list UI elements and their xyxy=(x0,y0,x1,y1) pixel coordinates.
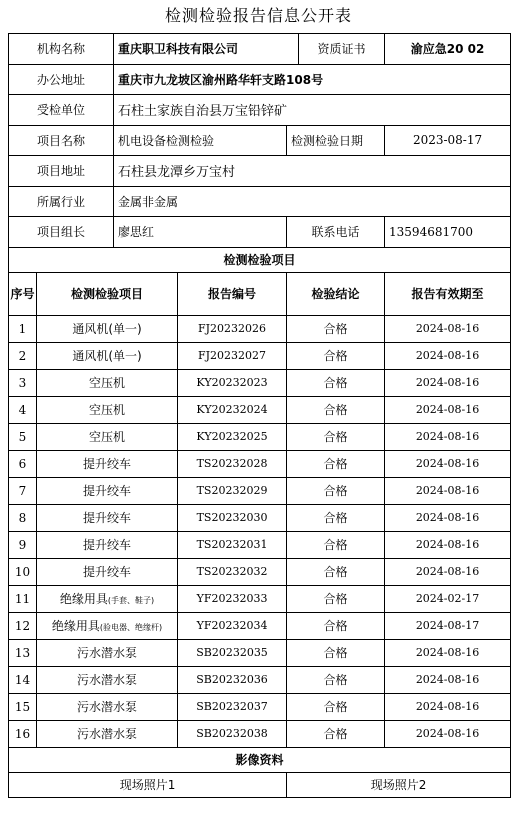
row-report-no: YF20232033 xyxy=(178,585,287,612)
row-item-name: 绝缘用具 xyxy=(51,619,100,633)
row-item-name: 提升绞车 xyxy=(83,457,132,471)
site-label: 项目地址 xyxy=(9,156,114,187)
row-item-name: 空压机 xyxy=(89,403,126,417)
row-result: 合格 xyxy=(287,585,385,612)
photo-2[interactable]: 现场照片2 xyxy=(287,772,511,797)
row-seq: 1 xyxy=(9,315,37,342)
row-report-no: SB20232037 xyxy=(178,693,287,720)
row-seq: 4 xyxy=(9,396,37,423)
info-row-client xyxy=(9,95,511,126)
project-label: 项目名称 xyxy=(9,125,114,156)
row-item-name: 污水潜水泵 xyxy=(77,727,138,741)
row-item-name: 提升绞车 xyxy=(83,511,132,525)
row-report-no: FJ20232026 xyxy=(178,315,287,342)
info-row-site xyxy=(9,156,511,187)
row-item xyxy=(37,315,178,342)
disclosure-table xyxy=(8,33,511,798)
row-result: 合格 xyxy=(287,450,385,477)
row-report-no: KY20232023 xyxy=(178,369,287,396)
row-item xyxy=(37,342,178,369)
leader-label: 项目组长 xyxy=(9,217,114,248)
row-item-name: 空压机 xyxy=(89,376,126,390)
row-valid-until: 2024-08-16 xyxy=(385,342,511,369)
images-section-header xyxy=(9,747,511,772)
row-valid-until: 2024-08-16 xyxy=(385,477,511,504)
row-item xyxy=(37,612,178,639)
table-row xyxy=(9,315,511,342)
row-seq: 12 xyxy=(9,612,37,639)
row-result: 合格 xyxy=(287,396,385,423)
row-valid-until: 2024-08-16 xyxy=(385,315,511,342)
leader-value: 廖思红 xyxy=(114,217,287,248)
table-row xyxy=(9,369,511,396)
row-report-no: KY20232024 xyxy=(178,396,287,423)
items-rows xyxy=(9,315,511,747)
row-valid-until: 2024-08-16 xyxy=(385,720,511,747)
row-result: 合格 xyxy=(287,423,385,450)
items-column-header xyxy=(9,272,511,315)
page-title: 检测检验报告信息公开表 xyxy=(164,6,352,25)
row-seq: 7 xyxy=(9,477,37,504)
row-seq: 8 xyxy=(9,504,37,531)
row-item-name: 提升绞车 xyxy=(83,484,132,498)
row-item-note: (手套、鞋子) xyxy=(107,596,155,605)
industry-value: 金属非金属 xyxy=(114,186,511,217)
phone-label: 联系电话 xyxy=(287,217,385,248)
row-item-name: 污水潜水泵 xyxy=(77,700,138,714)
row-report-no: SB20232038 xyxy=(178,720,287,747)
address-label: 办公地址 xyxy=(9,64,114,95)
row-item xyxy=(37,450,178,477)
address-value: 重庆市九龙坡区渝州路华轩支路108号 xyxy=(114,64,511,95)
items-section-title: 检测检验项目 xyxy=(9,247,511,272)
row-item-name: 空压机 xyxy=(89,430,126,444)
row-valid-until: 2024-08-16 xyxy=(385,396,511,423)
table-row xyxy=(9,585,511,612)
row-item-name: 提升绞车 xyxy=(83,538,132,552)
row-seq: 5 xyxy=(9,423,37,450)
row-item-name: 污水潜水泵 xyxy=(77,646,138,660)
row-item xyxy=(37,666,178,693)
row-item xyxy=(37,531,178,558)
industry-label: 所属行业 xyxy=(9,186,114,217)
row-item-name: 通风机(单一) xyxy=(72,349,142,363)
date-value: 2023-08-17 xyxy=(385,125,511,156)
row-valid-until: 2024-08-17 xyxy=(385,612,511,639)
row-report-no: TS20232029 xyxy=(178,477,287,504)
table-row xyxy=(9,342,511,369)
info-row-address xyxy=(9,64,511,95)
col-valid-until: 报告有效期至 xyxy=(385,272,511,315)
row-item xyxy=(37,558,178,585)
table-row xyxy=(9,450,511,477)
org-label: 机构名称 xyxy=(9,34,114,65)
row-item xyxy=(37,693,178,720)
row-report-no: TS20232030 xyxy=(178,504,287,531)
client-label: 受检单位 xyxy=(9,95,114,126)
row-report-no: KY20232025 xyxy=(178,423,287,450)
row-report-no: SB20232035 xyxy=(178,639,287,666)
row-result: 合格 xyxy=(287,477,385,504)
row-result: 合格 xyxy=(287,369,385,396)
row-valid-until: 2024-08-16 xyxy=(385,666,511,693)
row-item xyxy=(37,369,178,396)
row-result: 合格 xyxy=(287,558,385,585)
row-report-no: FJ20232027 xyxy=(178,342,287,369)
row-valid-until: 2024-08-16 xyxy=(385,639,511,666)
row-valid-until: 2024-08-16 xyxy=(385,504,511,531)
row-seq: 11 xyxy=(9,585,37,612)
row-seq: 13 xyxy=(9,639,37,666)
photo-row xyxy=(9,772,511,797)
table-row xyxy=(9,423,511,450)
col-report-no: 报告编号 xyxy=(178,272,287,315)
row-item xyxy=(37,396,178,423)
row-item xyxy=(37,639,178,666)
row-report-no: TS20232032 xyxy=(178,558,287,585)
row-valid-until: 2024-08-16 xyxy=(385,450,511,477)
row-seq: 9 xyxy=(9,531,37,558)
row-valid-until: 2024-08-16 xyxy=(385,693,511,720)
row-item xyxy=(37,720,178,747)
row-report-no: SB20232036 xyxy=(178,666,287,693)
row-valid-until: 2024-08-16 xyxy=(385,558,511,585)
table-row xyxy=(9,531,511,558)
row-valid-until: 2024-02-17 xyxy=(385,585,511,612)
row-seq: 3 xyxy=(9,369,37,396)
table-row xyxy=(9,504,511,531)
row-seq: 10 xyxy=(9,558,37,585)
info-row-leader xyxy=(9,217,511,248)
table-row xyxy=(9,396,511,423)
row-result: 合格 xyxy=(287,612,385,639)
project-value: 机电设备检测检验 xyxy=(114,125,287,156)
info-row-industry xyxy=(9,186,511,217)
row-item-name: 绝缘用具 xyxy=(59,592,108,606)
row-item-name: 提升绞车 xyxy=(83,565,132,579)
info-row-org xyxy=(9,34,511,65)
row-valid-until: 2024-08-16 xyxy=(385,369,511,396)
row-result: 合格 xyxy=(287,342,385,369)
site-value: 石柱县龙潭乡万宝村 xyxy=(114,156,511,187)
table-row xyxy=(9,612,511,639)
info-row-project xyxy=(9,125,511,156)
row-item-note: (验电器、绝缘杆) xyxy=(99,623,163,632)
row-seq: 14 xyxy=(9,666,37,693)
row-valid-until: 2024-08-16 xyxy=(385,423,511,450)
table-row xyxy=(9,477,511,504)
table-row xyxy=(9,639,511,666)
col-item: 检测检验项目 xyxy=(37,272,178,315)
row-report-no: YF20232034 xyxy=(178,612,287,639)
cert-label: 资质证书 xyxy=(299,34,385,65)
row-item xyxy=(37,477,178,504)
table-row xyxy=(9,666,511,693)
items-section-header xyxy=(9,247,511,272)
row-report-no: TS20232028 xyxy=(178,450,287,477)
row-seq: 16 xyxy=(9,720,37,747)
table-row xyxy=(9,720,511,747)
row-item xyxy=(37,423,178,450)
phone-value: 13594681700 xyxy=(385,217,511,248)
row-item xyxy=(37,504,178,531)
row-item xyxy=(37,585,178,612)
row-valid-until: 2024-08-16 xyxy=(385,531,511,558)
row-result: 合格 xyxy=(287,720,385,747)
row-item-name: 通风机(单一) xyxy=(72,322,142,336)
row-result: 合格 xyxy=(287,531,385,558)
row-result: 合格 xyxy=(287,504,385,531)
row-result: 合格 xyxy=(287,693,385,720)
cert-value: 渝应急20 02 xyxy=(385,34,511,65)
row-result: 合格 xyxy=(287,639,385,666)
row-report-no: TS20232031 xyxy=(178,531,287,558)
col-result: 检验结论 xyxy=(287,272,385,315)
row-item-name: 污水潜水泵 xyxy=(77,673,138,687)
table-row xyxy=(9,693,511,720)
org-value: 重庆职卫科技有限公司 xyxy=(114,34,299,65)
row-result: 合格 xyxy=(287,315,385,342)
row-seq: 2 xyxy=(9,342,37,369)
images-section-title: 影像资料 xyxy=(9,747,511,772)
row-seq: 15 xyxy=(9,693,37,720)
photo-1[interactable]: 现场照片1 xyxy=(9,772,287,797)
row-result: 合格 xyxy=(287,666,385,693)
table-row xyxy=(9,558,511,585)
client-value: 石柱土家族自治县万宝铅锌矿 xyxy=(114,95,511,126)
row-seq: 6 xyxy=(9,450,37,477)
col-seq: 序号 xyxy=(9,272,37,315)
date-label: 检测检验日期 xyxy=(287,125,385,156)
